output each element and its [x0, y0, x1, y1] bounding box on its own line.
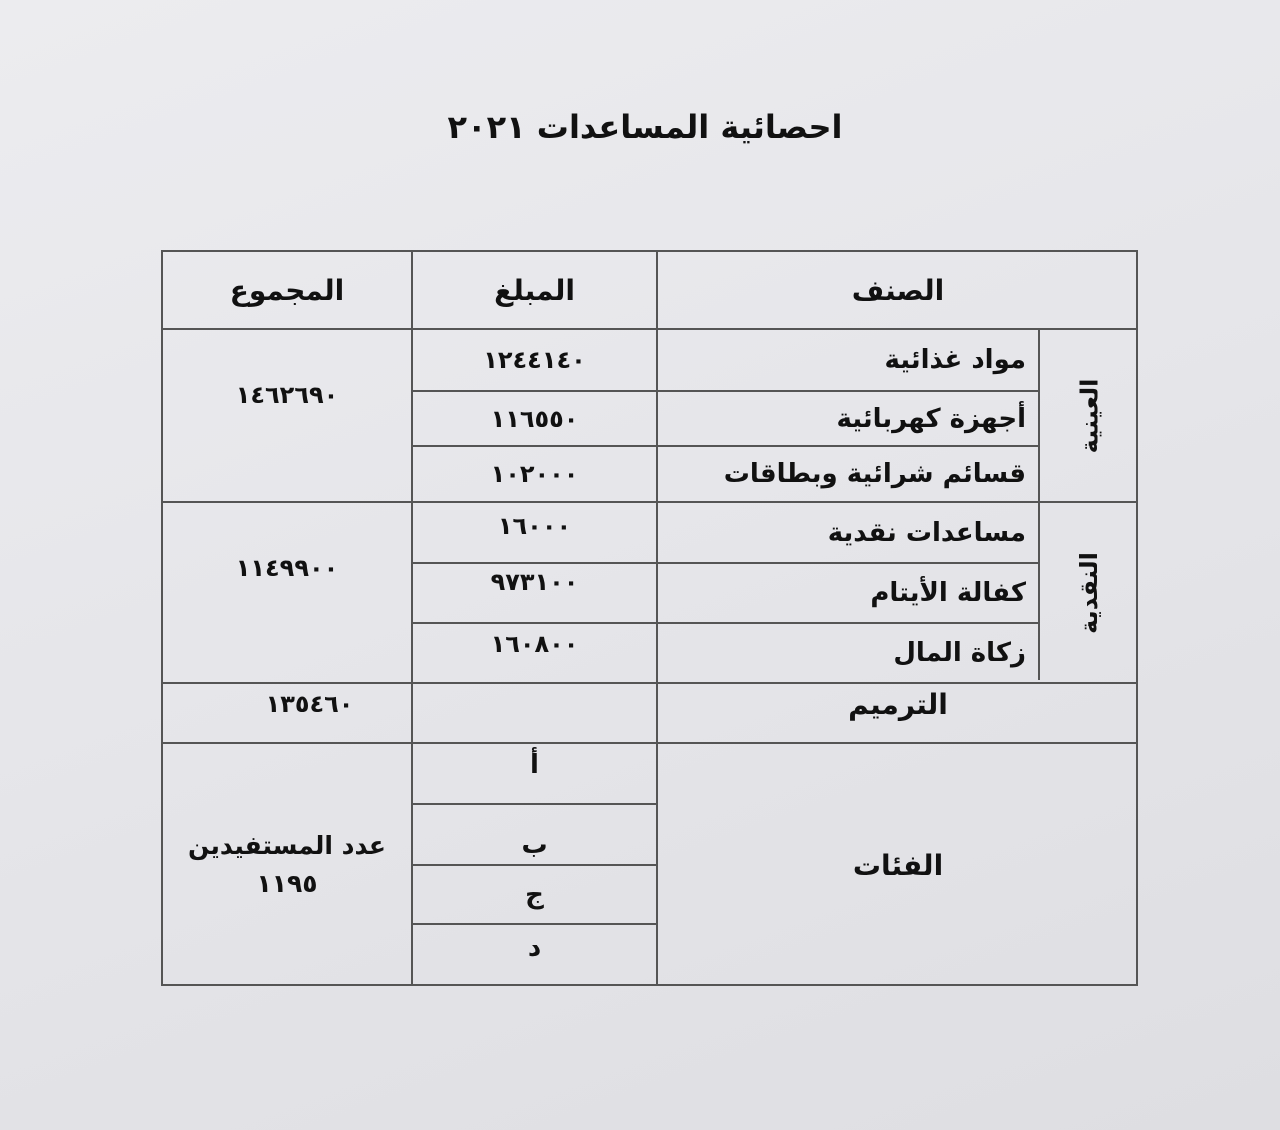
amount-orphan-sponsorship: ٩٧٣١٠٠ — [490, 568, 579, 596]
amount-vouchers-cards: ١٠٢٠٠٠ — [490, 460, 579, 488]
group-label-cash — [1040, 503, 1138, 682]
beneficiaries-cell — [163, 744, 411, 986]
total-in-kind: ١٤٦٢٦٩٠ — [235, 381, 339, 409]
group-label-in-kind — [1040, 330, 1138, 501]
amount-zakat: ١٦٠٨٠٠ — [490, 630, 579, 658]
amount-electrical-appliances: ١١٦٥٥٠ — [490, 404, 579, 433]
total-cash: ١١٤٩٩٠٠ — [235, 554, 339, 582]
statistics-table — [161, 250, 1138, 986]
category-letter-d: د — [527, 933, 542, 963]
renovation-label: الترميم — [848, 687, 948, 721]
categories-label: الفئات — [852, 848, 944, 882]
item-orphan-sponsorship: كفالة الأيتام — [870, 578, 1026, 608]
amount-cash-aid: ١٦٠٠٠ — [497, 511, 572, 540]
group-label-text: النقدية — [1075, 551, 1103, 634]
item-electrical-appliances: أجهزة كهربائية — [836, 403, 1026, 434]
header-total: المجموع — [229, 273, 345, 307]
item-vouchers-cards: قسائم شرائية وبطاقات — [723, 459, 1026, 489]
item-food: مواد غذائية — [884, 345, 1026, 375]
document-title: احصائية المساعدات ٢٠٢١ — [447, 108, 843, 146]
header-amount: المبلغ — [494, 273, 575, 307]
item-cash-aid: مساعدات نقدية — [827, 517, 1026, 548]
category-letter-j: ج — [525, 879, 544, 910]
header-category: الصنف — [851, 273, 945, 307]
category-letter-a: أ — [530, 750, 539, 780]
renovation-amount: ١٣٥٤٦٠ — [265, 690, 354, 718]
group-label-text: العينية — [1075, 378, 1104, 453]
item-zakat: زكاة المال — [893, 638, 1026, 668]
amount-food: ١٢٤٤١٤٠ — [483, 346, 586, 374]
beneficiaries-count: ١١٩٥ — [256, 869, 318, 898]
beneficiaries-label: عدد المستفيدين — [188, 831, 386, 860]
category-letter-b: ب — [521, 830, 548, 860]
